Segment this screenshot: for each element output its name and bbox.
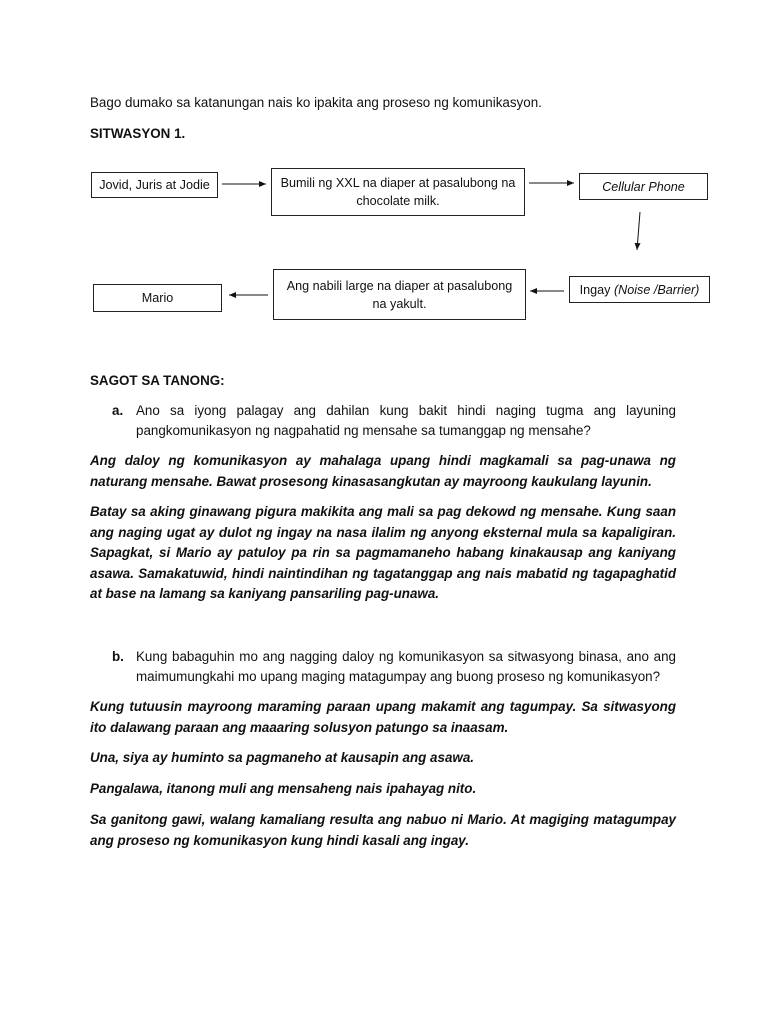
message-label: Bumili ng XXL na diaper at pasalubong na chocolate milk.: [280, 176, 516, 208]
intro-text: Bago dumako sa katanungan nais ko ipakita ang proseso ng komunikasyon.: [90, 95, 542, 110]
question-a-letter: a.: [112, 403, 124, 418]
diagram-arrows: [0, 0, 768, 340]
channel-label: Cellular Phone: [602, 179, 685, 194]
answer-a-paragraph-2: Batay sa aking ginawang pigura makikita ang mali sa pag dekowd ng mensahe. Kung saan ang naging ugat ay dulot ng ingay na nasa ilalim ng anyong eksternal mula sa kapaligiran. Sapagkat, si Mario ay patuloy pa rin sa pagmamaneho habang kinakausap ang kaniyang asawa. Samakatuwid, hindi naintindihan ng tagatanggap ang nais mabatid ng tagapaghatid at base na lamang sa kaniyang pansariling pag-unawa.: [90, 504, 676, 601]
answer-b-paragraph-1: Kung tutuusin mayroong maraming paraan upang makamit ang tagumpay. Sa sitwasyong ito dalawang paraan ang maaaring solusyon patungo sa inaasam.: [90, 699, 676, 735]
decoded-label: Ang nabili large na diaper at pasalubong na yakult.: [286, 278, 513, 311]
arrow-channel-to-noise: [637, 212, 640, 250]
answer-b-paragraph-2: Una, siya ay huminto sa pagmaneho at kausapin ang asawa.: [90, 750, 474, 765]
situation-heading: SITWASYON 1.: [90, 126, 186, 141]
answer-b-paragraph-3: Pangalawa, itanong muli ang mensaheng nais ipahayag nito.: [90, 781, 477, 796]
receiver-label: Mario: [141, 291, 174, 305]
sender-label: Jovid, Juris at Jodie: [99, 178, 210, 192]
noise-label: Ingay: [579, 282, 611, 297]
answer-b-paragraph-4: Sa ganitong gawi, walang kamaliang resulta ang nabuo ni Mario. At magiging matagumpay ang proseso ng komunikasyon kung hindi kasali ang ingay.: [90, 812, 676, 848]
answers-heading: SAGOT SA TANONG:: [90, 373, 225, 388]
answer-a-paragraph-1: Ang daloy ng komunikasyon ay mahalaga upang hindi magkamali sa pag-unawa ng naturang mensahe. Bawat prosesong kinasasangkutan ay mayroong kaukulang layunin.: [90, 453, 676, 489]
noise-detail: (Noise /Barrier): [613, 282, 700, 297]
question-b-text: Kung babaguhin mo ang nagging daloy ng komunikasyon sa sitwasyong binasa, ano ang maimumungkahi mo upang maging matagumpay ang buong proseso ng komunikasyon?: [136, 649, 676, 684]
question-a-text: Ano sa iyong palagay ang dahilan kung bakit hindi naging tugma ang layuning pangkomunikasyon ng nagpahatid ng mensahe sa tumanggap ng mensahe?: [136, 403, 676, 438]
question-b-letter: b.: [112, 649, 124, 664]
